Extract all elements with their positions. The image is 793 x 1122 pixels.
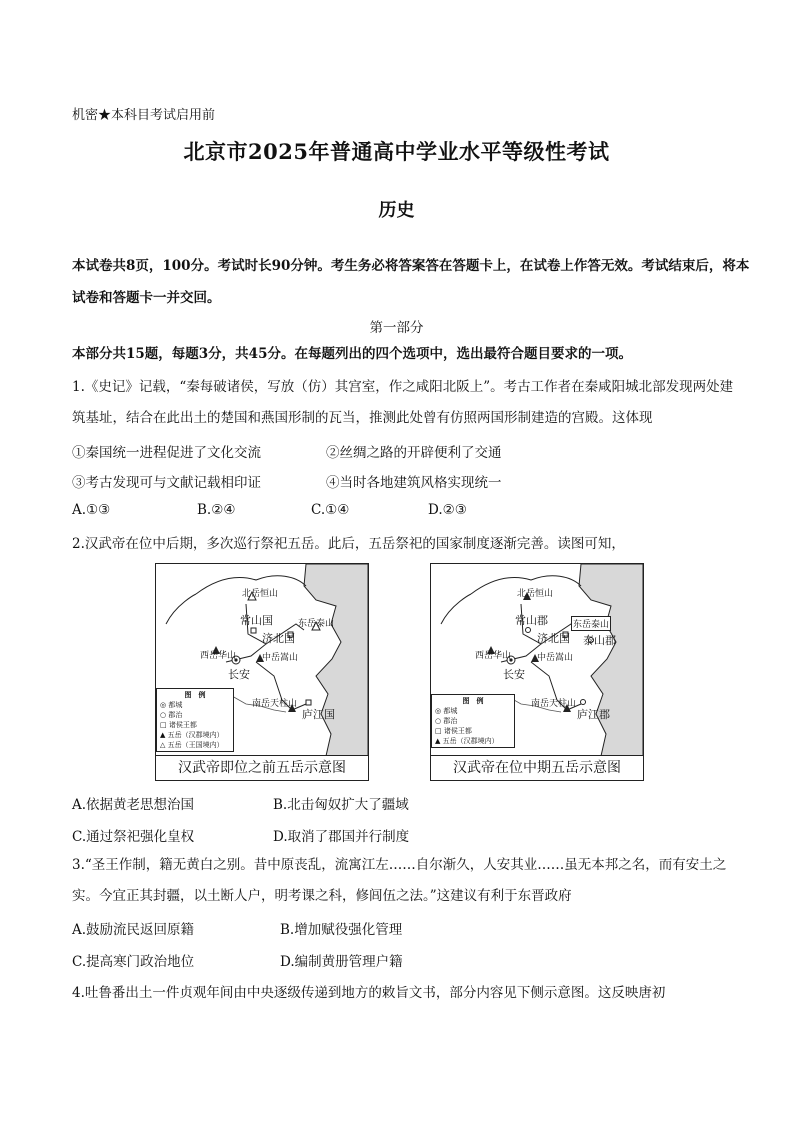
map-before-accession bbox=[155, 563, 369, 781]
q1-item-3: ③考古发现可与文献记载相印证 bbox=[72, 475, 261, 491]
legend-item-commandery: ○ 郡治 bbox=[435, 717, 458, 725]
map-mid-reign bbox=[430, 563, 644, 781]
q2-option-c[interactable]: C.通过祭祀强化皇权 bbox=[72, 829, 195, 845]
q3-option-d[interactable]: D.编制黄册管理户籍 bbox=[280, 954, 403, 970]
legend-item-capital: ◎ 都城 bbox=[435, 707, 458, 715]
map1-caption: 汉武帝即位之前五岳示意图 bbox=[156, 755, 368, 780]
q4-stem: 4.吐鲁番出土一件贞观年间由中央逐级传递到地方的敕旨文书，部分内容见下侧示意图。这反映唐初 bbox=[72, 985, 666, 1001]
label-jibei: 济北国 bbox=[262, 632, 295, 645]
q1-stem: 1.《史记》记载，“秦每破诸侯，写放（仿）其宫室，作之咸阳北阪上”。考古工作者在秦咸阳城北部发现两处建筑基址，结合在此出土的楚国和燕国形制的瓦当，推测此处曾有仿照两国形制建造的宫殿。这体现 bbox=[72, 379, 734, 426]
q1-option-d[interactable]: D.②③ bbox=[428, 502, 467, 518]
legend-item-capital: ◎ 都城 bbox=[160, 701, 183, 709]
legend-item-kingdom: □ 诸侯王都 bbox=[435, 727, 472, 735]
label-north-mountain: 北岳恒山 bbox=[517, 589, 554, 599]
map2-legend bbox=[431, 694, 515, 748]
label-changshan: 常山国 bbox=[240, 614, 273, 627]
q2-option-b[interactable]: B.北击匈奴扩大了疆域 bbox=[273, 797, 409, 813]
section-instruction: 本部分共15题，每题3分，共45分。在每题列出的四个选项中，选出最符合题目要求的一项。 bbox=[72, 346, 632, 362]
q3-option-c[interactable]: C.提高寒门政治地位 bbox=[72, 954, 195, 970]
q1-item-1: ①秦国统一进程促进了文化交流 bbox=[72, 445, 261, 461]
confidential-note: 机密★本科目考试启用前 bbox=[72, 108, 216, 123]
label-taishan-commandery: 泰山郡 bbox=[583, 634, 616, 647]
q3-option-a[interactable]: A.鼓励流民返回原籍 bbox=[72, 922, 195, 938]
label-changshan: 常山郡 bbox=[515, 614, 548, 627]
q2-stem: 2.汉武帝在位中后期，多次巡行祭祀五岳。此后，五岳祭祀的国家制度逐渐完善。读图可知， bbox=[72, 536, 625, 552]
q1-option-c[interactable]: C.①④ bbox=[311, 502, 350, 518]
map2-caption: 汉武帝在位中期五岳示意图 bbox=[431, 755, 643, 780]
legend-item-commandery: ○ 郡治 bbox=[160, 711, 183, 719]
label-center-mountain: 中岳嵩山 bbox=[537, 653, 574, 663]
q1-option-a[interactable]: A.①③ bbox=[72, 502, 111, 518]
legend-item-mountain-han: ▲ 五岳（汉郡境内） bbox=[160, 731, 224, 739]
q3-option-b[interactable]: B.增加赋役强化管理 bbox=[280, 922, 403, 938]
legend-item-kingdom: □ 诸侯王都 bbox=[160, 721, 197, 729]
q1-option-b[interactable]: B.②④ bbox=[197, 502, 236, 518]
exam-notice: 本试卷共8页，100分。考试时长90分钟。考生务必将答案答在答题卡上，在试卷上作答无效。考试结束后，将本试卷和答题卡一并交回。 bbox=[72, 258, 750, 306]
q1-item-4: ④当时各地建筑风格实现统一 bbox=[326, 475, 502, 491]
label-south-mountain: 南岳天柱山 bbox=[531, 699, 577, 709]
part-heading: 第一部分 bbox=[369, 320, 424, 336]
legend-item-mountain-kingdom: △ 五岳（王国境内） bbox=[160, 741, 224, 749]
q3-stem: 3.“圣王作制，籍无黄白之别。昔中原丧乱，流寓江左……自尔渐久，人安其业……虽无本邦之名，而有安土之实。今宜正其封疆，以土断人户，明考课之科，修闾伍之法。”这建议有利于东晋政府 bbox=[72, 857, 727, 904]
legend-title: 图 例 bbox=[462, 697, 484, 705]
q2-option-a[interactable]: A.依据黄老思想治国 bbox=[72, 797, 195, 813]
label-north-mountain: 北岳恒山 bbox=[242, 589, 279, 599]
label-east-mountain: 东岳泰山 bbox=[298, 619, 335, 629]
legend-title: 图 例 bbox=[184, 691, 206, 699]
label-center-mountain: 中岳嵩山 bbox=[262, 653, 299, 663]
label-east-mountain: 东岳泰山 bbox=[571, 616, 611, 631]
q1-item-2: ②丝绸之路的开辟便利了交通 bbox=[326, 445, 502, 461]
label-west-mountain: 西岳华山 bbox=[475, 651, 512, 661]
label-jibei: 济北国 bbox=[537, 632, 570, 645]
label-changan: 长安 bbox=[228, 668, 250, 681]
label-changan: 长安 bbox=[503, 668, 525, 681]
label-lujiang: 庐江国 bbox=[302, 708, 335, 721]
label-south-mountain: 南岳天柱山 bbox=[252, 699, 298, 709]
legend-item-mountain-han: ▲ 五岳（汉郡境内） bbox=[435, 737, 499, 745]
exam-title: 北京市2025年普通高中学业水平等级性考试 bbox=[183, 139, 610, 164]
label-lujiang: 庐江郡 bbox=[577, 708, 610, 721]
map1-legend bbox=[156, 688, 234, 752]
q2-option-d[interactable]: D.取消了郡国并行制度 bbox=[273, 829, 410, 845]
subject-title: 历史 bbox=[378, 200, 415, 221]
label-west-mountain: 西岳华山 bbox=[200, 651, 237, 661]
